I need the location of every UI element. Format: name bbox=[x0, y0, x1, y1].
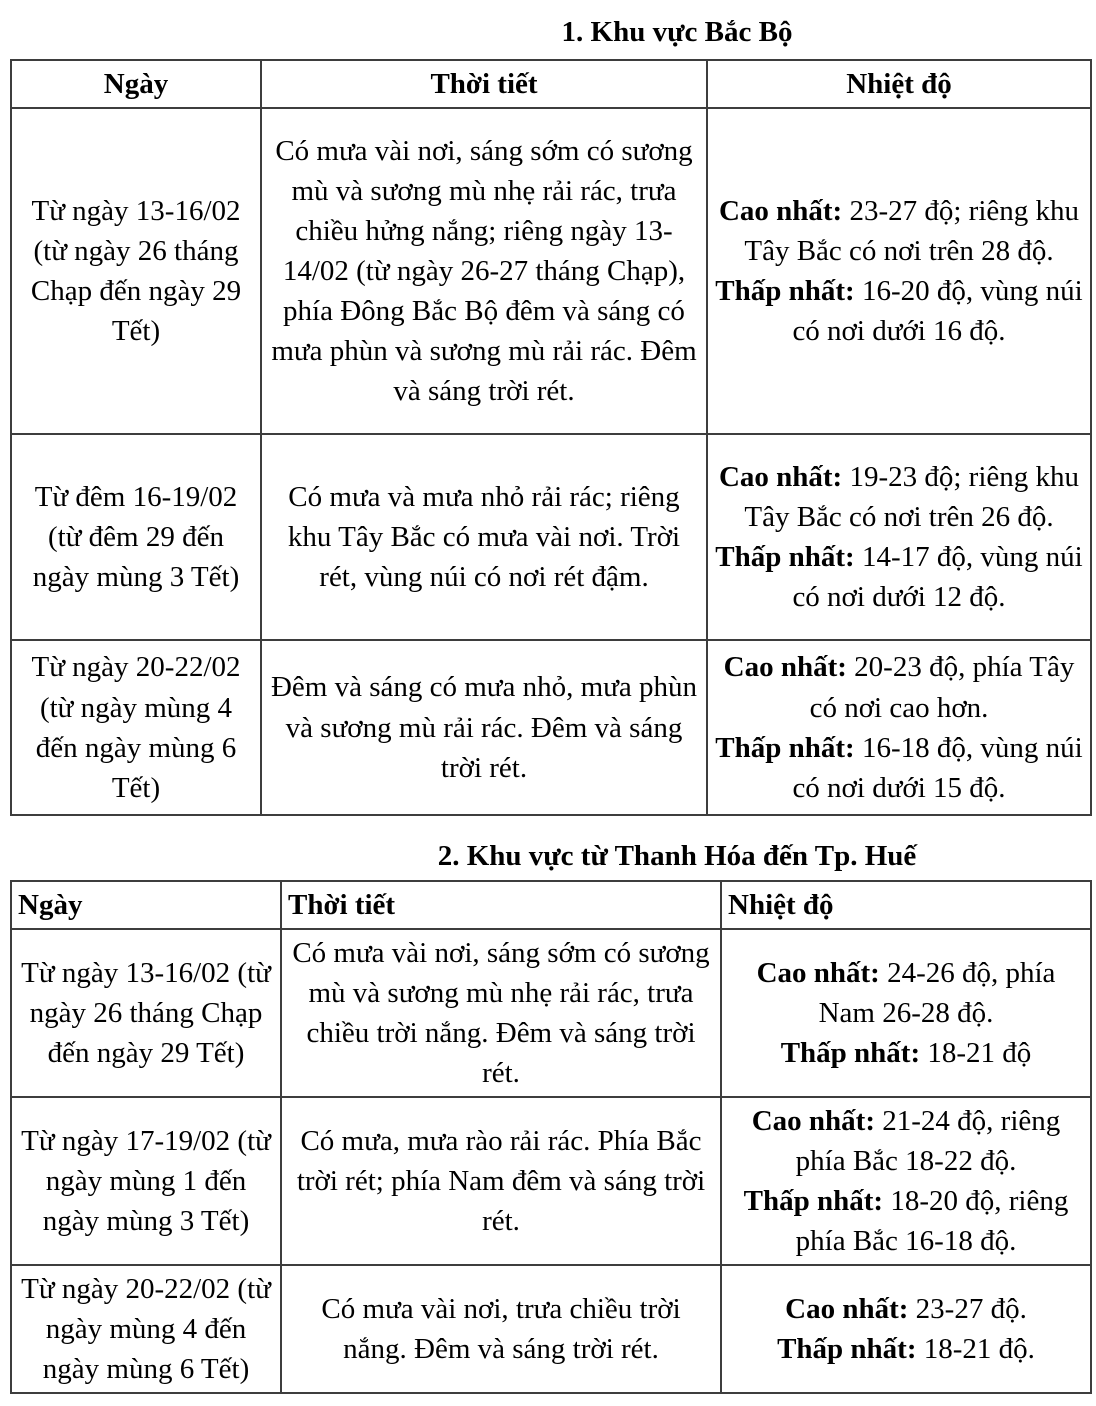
temperature-cell bbox=[721, 1265, 1091, 1393]
date-cell: Từ đêm 16-19/02 (từ đêm 29 đến ngày mùng 3 Tết) bbox=[11, 434, 261, 640]
weather-cell: Có mưa vài nơi, sáng sớm có sương mù và sương mù nhẹ rải rác, trưa chiều trời nắng. Đêm và sáng trời rét. bbox=[281, 929, 721, 1097]
weather-cell: Có mưa và mưa nhỏ rải rác; riêng khu Tây Bắc có mưa vài nơi. Trời rét, vùng núi có nơi rét đậm. bbox=[261, 434, 707, 640]
temperature-cell bbox=[721, 929, 1091, 1097]
column-header-weather: Thời tiết bbox=[281, 881, 721, 929]
temperature-cell bbox=[707, 108, 1091, 434]
temperature-high: Cao nhất: 19-23 độ; riêng khu Tây Bắc có nơi trên 26 độ. bbox=[718, 460, 1080, 533]
date-cell: Từ ngày 13-16/02 (từ ngày 26 tháng Chạp đến ngày 29 Tết) bbox=[11, 929, 281, 1097]
column-header-temperature: Nhiệt độ bbox=[721, 881, 1091, 929]
section-1-title: 1. Khu vực Bắc Bộ bbox=[561, 16, 793, 48]
temperature-high: Cao nhất: 24-26 độ, phía Nam 26-28 độ. bbox=[756, 957, 1056, 1030]
region-2-table bbox=[10, 880, 1092, 1394]
weather-cell: Có mưa vài nơi, trưa chiều trời nắng. Đêm và sáng trời rét. bbox=[281, 1265, 721, 1393]
table-row bbox=[11, 929, 1091, 1097]
table-row bbox=[11, 1097, 1091, 1265]
temperature-low: Thấp nhất: 18-21 độ. bbox=[777, 1333, 1035, 1366]
date-cell: Từ ngày 17-19/02 (từ ngày mùng 1 đến ngày mùng 3 Tết) bbox=[11, 1097, 281, 1265]
temperature-low: Thấp nhất: 16-18 độ, vùng núi có nơi dưới 15 độ. bbox=[715, 731, 1083, 804]
weather-cell: Có mưa vài nơi, sáng sớm có sương mù và sương mù nhẹ rải rác, trưa chiều hửng nắng; riêng ngày 13-14/02 (từ ngày 26-27 tháng Chạp), phía Đông Bắc Bộ đêm và sáng có mưa phùn và sương mù rải rác. Đêm và sáng trời rét. bbox=[261, 108, 707, 434]
table-row bbox=[11, 108, 1091, 434]
temperature-high: Cao nhất: 23-27 độ. bbox=[785, 1293, 1027, 1326]
section-2-title: 2. Khu vực từ Thanh Hóa đến Tp. Huế bbox=[437, 840, 917, 873]
temperature-low: Thấp nhất: 16-20 độ, vùng núi có nơi dưới 16 độ. bbox=[715, 275, 1083, 348]
date-cell: Từ ngày 20-22/02 (từ ngày mùng 4 đến ngày mùng 6 Tết) bbox=[11, 640, 261, 815]
column-header-weather: Thời tiết bbox=[261, 60, 707, 108]
date-cell: Từ ngày 13-16/02 (từ ngày 26 tháng Chạp đến ngày 29 Tết) bbox=[11, 108, 261, 434]
table-row bbox=[11, 1265, 1091, 1393]
column-header-date: Ngày bbox=[11, 60, 261, 108]
date-cell: Từ ngày 20-22/02 (từ ngày mùng 4 đến ngày mùng 6 Tết) bbox=[11, 1265, 281, 1393]
temperature-high: Cao nhất: 21-24 độ, riêng phía Bắc 18-22 độ. bbox=[751, 1105, 1061, 1178]
temperature-cell bbox=[707, 434, 1091, 640]
weather-cell: Có mưa, mưa rào rải rác. Phía Bắc trời rét; phía Nam đêm và sáng trời rét. bbox=[281, 1097, 721, 1265]
temperature-cell bbox=[707, 640, 1091, 815]
table-row bbox=[11, 640, 1091, 815]
header-row bbox=[11, 60, 1091, 108]
temperature-high: Cao nhất: 23-27 độ; riêng khu Tây Bắc có nơi trên 28 độ. bbox=[718, 194, 1080, 267]
column-header-temperature: Nhiệt độ bbox=[707, 60, 1091, 108]
temperature-low: Thấp nhất: 18-20 độ, riêng phía Bắc 16-18 độ. bbox=[743, 1185, 1069, 1258]
weather-cell: Đêm và sáng có mưa nhỏ, mưa phùn và sương mù rải rác. Đêm và sáng trời rét. bbox=[261, 640, 707, 815]
region-1-table bbox=[10, 59, 1092, 816]
column-header-date: Ngày bbox=[11, 881, 281, 929]
header-row bbox=[11, 881, 1091, 929]
temperature-high: Cao nhất: 20-23 độ, phía Tây có nơi cao hơn. bbox=[723, 651, 1075, 724]
temperature-cell bbox=[721, 1097, 1091, 1265]
temperature-low: Thấp nhất: 18-21 độ bbox=[780, 1037, 1032, 1070]
temperature-low: Thấp nhất: 14-17 độ, vùng núi có nơi dưới 12 độ. bbox=[715, 541, 1083, 614]
table-row bbox=[11, 434, 1091, 640]
